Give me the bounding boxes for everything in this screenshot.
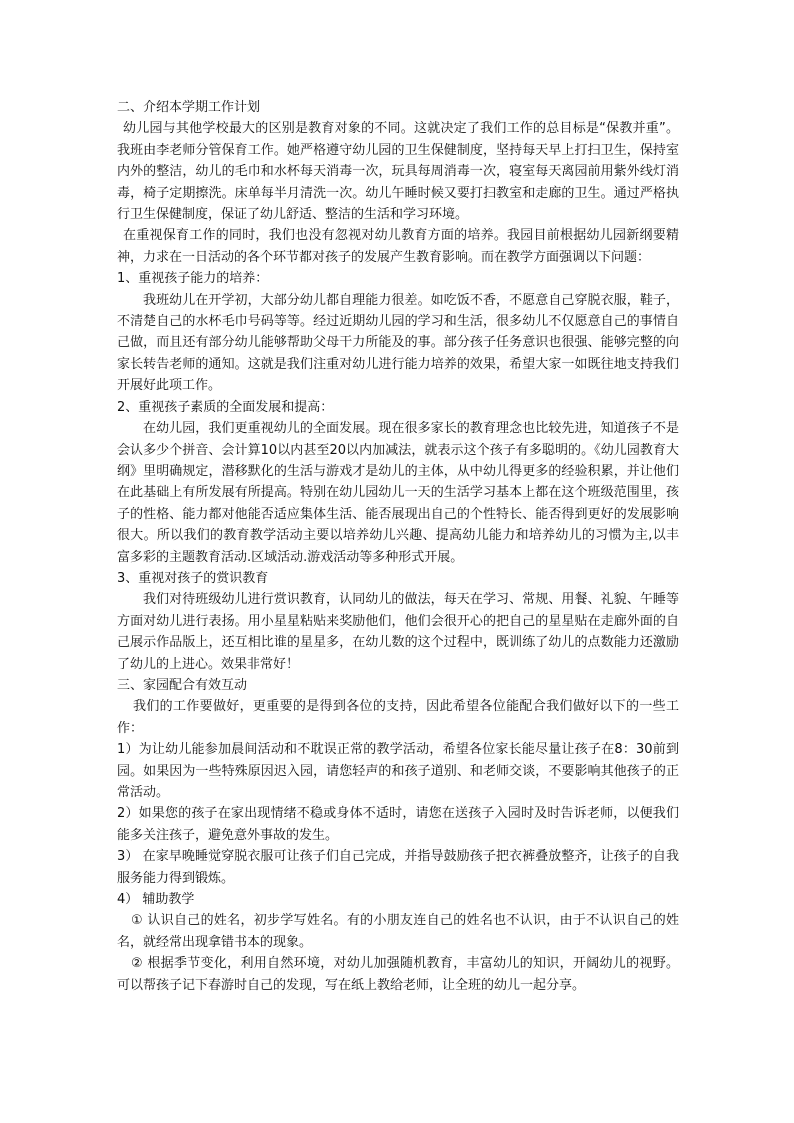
cooperation-item-3: 3） 在家早晚睡觉穿脱衣服可让孩子们自己完成，并指导鼓励孩子把衣裤叠放整齐，让孩子的自我服务能力得到锻炼。 [117, 849, 679, 886]
section-two-heading: 二、介绍本学期工作计划 [117, 100, 261, 115]
cooperation-item-4: 4） 辅助教学 [117, 892, 195, 908]
item-one-body: 我班幼儿在开学初，大部分幼儿都自理能力很差。如吃饭不香，不愿意自己穿脱衣服，鞋子，不清楚自己的水杯毛巾号码等等。经过近期幼儿园的学习和生活，很多幼儿不仅愿意自己的事情自己做，而且还有部分幼儿能够帮助父母干力所能及的事。部分孩子任务意识也很强、能够完整的向家长转告老师的通知。这就是我们注重对幼儿进行能力培养的效果，希望大家一如既往地支持我们开展好此项工作。 [117, 292, 679, 394]
section-three-heading: 三、家园配合有效互动 [117, 677, 248, 693]
assist-teaching-item-1: ① 认识自己的姓名，初步学写姓名。有的小朋友连自己的姓名也不认识，由于不认识自己的姓名，就经常出现拿错书本的现象。 [117, 913, 679, 950]
item-one-title: 1、重视孩子能力的培养： [117, 271, 269, 287]
item-three-body: 我们对待班级幼儿进行赏识教育，认同幼儿的做法，每天在学习、常规、用餐、礼貌、午睡等方面对幼儿进行表扬。用小星星粘贴来奖励他们，他们会很开心的把自己的星星贴在走廊外面的自己展示作品版上，还互相比谁的星星多，在幼儿数的这个过程中，既训练了幼儿的点数能力还激励了幼儿的上进心。效果非常好！ [117, 592, 679, 672]
item-three-title: 3、重视对孩子的赏识教育 [117, 570, 269, 586]
document-page [117, 97, 679, 996]
section-two-paragraph-care: 幼儿园与其他学校最大的区别是教育对象的不同。这就决定了我们工作的总目标是“保教并重”。我班由李老师分管保育工作。她严格遵守幼儿园的卫生保健制度，坚持每天早上打扫卫生，保持室内外的整洁，幼儿的毛巾和水杯每天消毒一次，玩具每周消毒一次，寝室每天离园前用紫外线灯消毒，椅子定期擦洗。床单每半月清洗一次。幼儿午睡时候又要打扫教室和走廊的卫生。通过严格执行卫生保健制度，保证了幼儿舒适、整洁的生活和学习环境。 [117, 121, 679, 223]
assist-teaching-item-2: ② 根据季节变化，利用自然环境，对幼儿加强随机教育，丰富幼儿的知识，开阔幼儿的视野。可以帮孩子记下春游时自己的发现，写在纸上教给老师，让全班的幼儿一起分享。 [117, 956, 679, 993]
cooperation-item-2: 2）如果您的孩子在家出现情绪不稳或身体不适时，请您在送孩子入园时及时告诉老师，以便我们能多关注孩子，避免意外事故的发生。 [117, 806, 679, 843]
cooperation-item-1: 1）为让幼儿能参加晨间活动和不耽误正常的教学活动，希望各位家长能尽量让孩子在8：30前到园。如果因为一些特殊原因迟入园，请您轻声的和孩子道别、和老师交谈，不要影响其他孩子的正常活动。 [117, 742, 679, 800]
section-three-intro: 我们的工作要做好，更重要的是得到各位的支持，因此希望各位能配合我们做好以下的一些工作： [117, 699, 679, 736]
item-two-body: 在幼儿园，我们更重视幼儿的全面发展。现在很多家长的教育理念也比较先进，知道孩子不是会认多少个拼音、会计算10以内甚至20以内加减法，就表示这个孩子有多聪明的。《幼儿园教育大纲》里明确规定，潜移默化的生活与游戏才是幼儿的主体，从中幼儿得更多的经验积累，并让他们在此基础上有所发展有所提高。特别在幼儿园幼儿一天的生活学习基本上都在这个班级范围里，孩子的性格、能力都对他能否适应集体生活、能否展现出自己的个性特长、能否得到更好的发展影响很大。所以我们的教育教学活动主要以培养幼儿兴趣、提高幼儿能力和培养幼儿的习惯为主,以丰富多彩的主题教育活动.区域活动.游戏活动等多种形式开展。 [117, 421, 679, 565]
section-two-paragraph-education: 在重视保育工作的同时，我们也没有忽视对幼儿教育方面的培养。我园目前根据幼儿园新纲要精神，力求在一日活动的各个环节都对孩子的发展产生教育影响。而在教学方面强调以下问题： [117, 228, 679, 265]
item-two-title: 2、重视孩子素质的全面发展和提高： [117, 399, 334, 415]
